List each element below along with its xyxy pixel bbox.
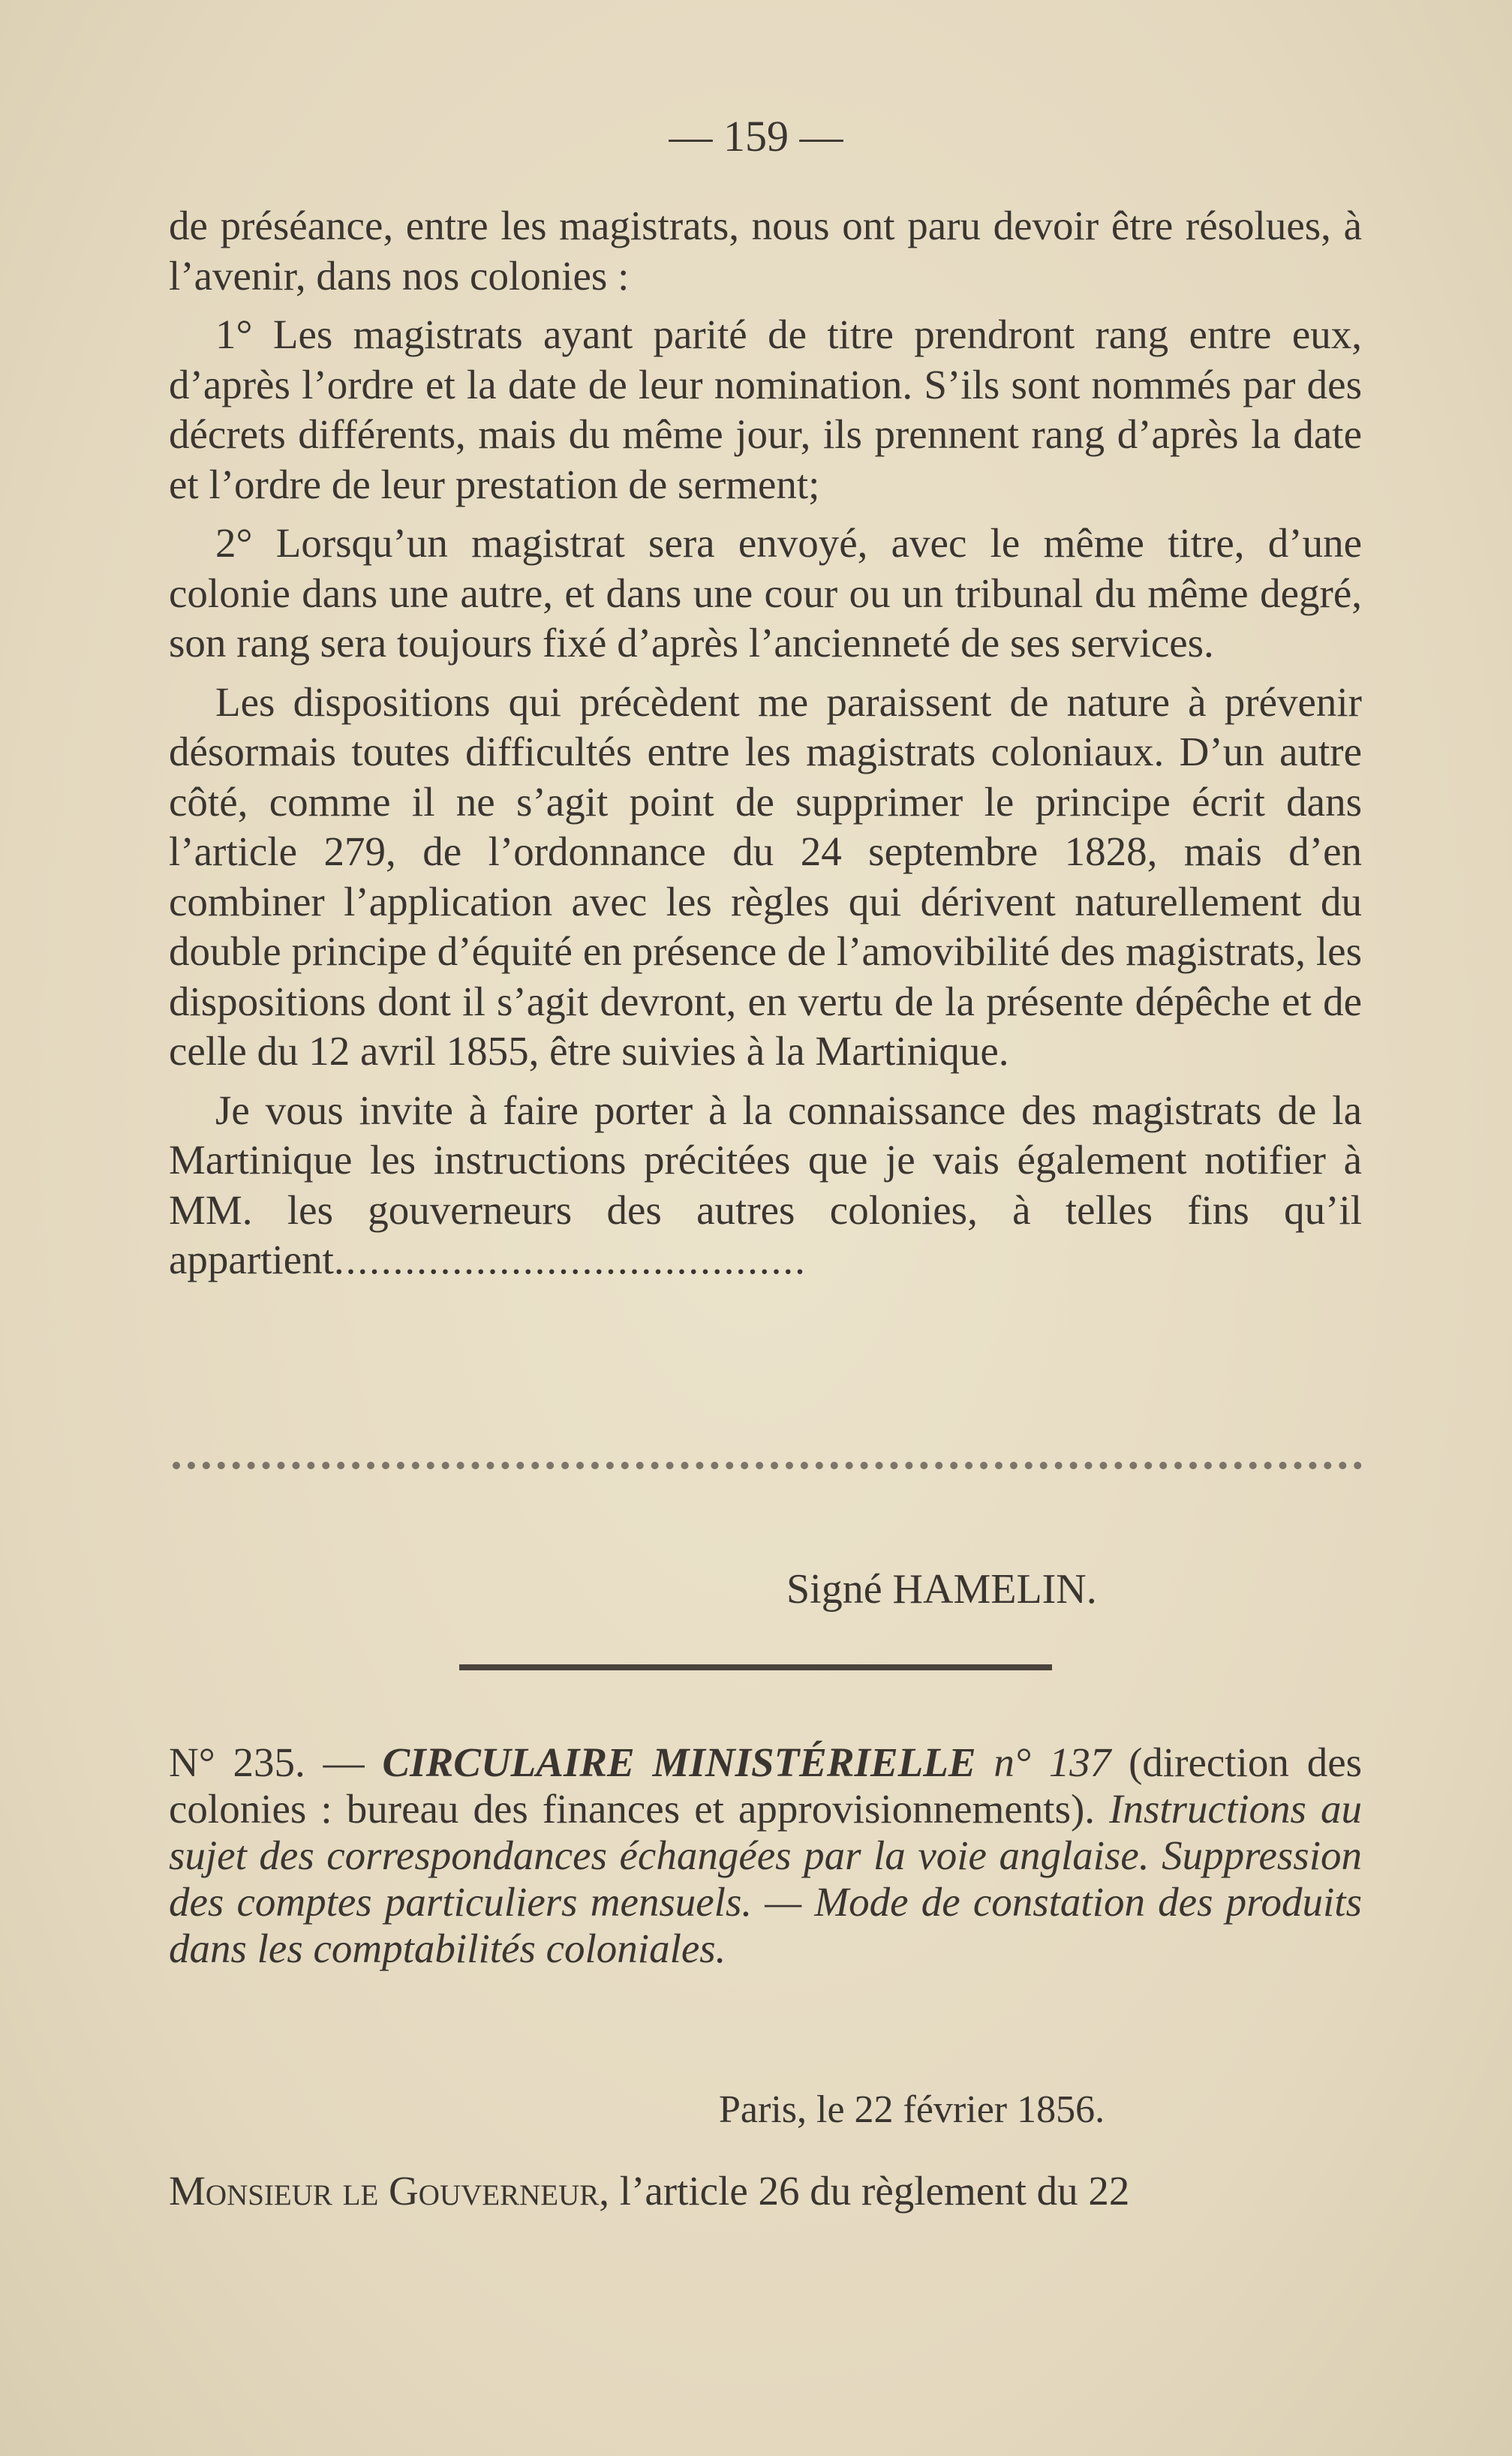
paragraph-2: 2° Lorsqu’un magistrat sera envoyé, avec le même titre, d’une colonie dans une autre, et dans une cour ou un tribunal du même degré, son rang sera toujours fixé d’après l’ancienneté de ses services. — [169, 520, 1362, 666]
circular-direction: (direction des colonies : bureau des finances et approvisionnements). — [169, 1739, 1363, 1832]
leader-dots: ........................................ — [333, 1237, 807, 1282]
paragraph-1: 1° Les magistrats ayant parité de titre prendront rang entre eux, d’après l’ordre et la date de leur nomination. S’ils sont nommés par des décrets différents, mais du même jour, ils prennent rang d’après la date et l’ordre de leur prestation de serment; — [169, 311, 1362, 507]
salutation: Monsieur le Gouverneur — [169, 2168, 600, 2214]
page-number: — 159 — — [669, 112, 843, 161]
salutation-line — [169, 2167, 1362, 2214]
circular-ref: n° 137 — [993, 1739, 1111, 1785]
circular-number: N° 235. — — [169, 1739, 365, 1785]
signature: Signé HAMELIN. — [786, 1566, 1097, 1613]
horizontal-rule — [459, 1664, 1052, 1670]
letter-date: Paris, le 22 février 1856. — [719, 2088, 1105, 2131]
salutation-rest: , l’article 26 du règlement du 22 — [599, 2168, 1130, 2214]
body-text — [169, 201, 1362, 1285]
dotted-separator — [173, 1462, 1362, 1484]
paragraph-0: de préséance, entre les magistrats, nous ont paru devoir être résolues, à l’avenir, dans nos colonies : — [169, 203, 1362, 299]
circular-subject: Instructions au sujet des correspondances échangées par la voie anglaise. Suppression des comptes particuliers mensuels. — Mode de constation des produits dans les comptabilités coloniales. — [169, 1786, 1363, 1971]
paragraph-3: Les dispositions qui précèdent me paraissent de nature à prévenir désormais toutes difficultés entre les magistrats coloniaux. D’un autre côté, comme il ne s’agit point de supprimer le principe écrit dans l’article 279, de l’ordonnance du 24 septembre 1828, mais d’en combiner l’application avec les règles qui dérivent naturellement du double principe d’équité en présence de l’amovibilité des magistrats, les dispositions dont il s’agit devront, en vertu de la présente dépêche et de celle du 12 avril 1855, être suivies à la Martinique. — [169, 678, 1362, 1074]
paragraph-4 — [169, 1086, 1362, 1285]
circular-heading — [169, 1739, 1362, 1972]
paragraph-4-text: Je vous invite à faire porter à la connaissance des magistrats de la Martinique les instructions précitées que je vais également notifier à MM. les gouverneurs des autres colonies, à telles fins qu’il appartient — [169, 1087, 1362, 1282]
circular-title: CIRCULAIRE MINISTÉRIELLE — [382, 1739, 976, 1785]
